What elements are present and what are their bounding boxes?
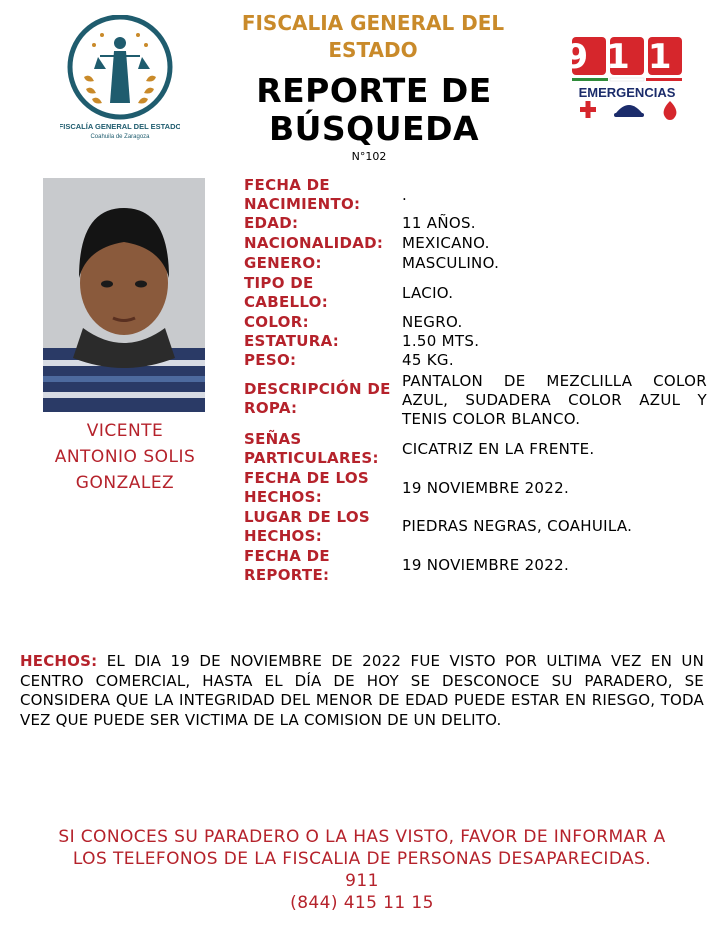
value-peso: 45 KG. <box>402 351 454 369</box>
contact-call-to-action <box>20 826 704 914</box>
report-number: N°102 <box>351 150 387 163</box>
name-line-2: ANTONIO SOLIS <box>54 447 196 467</box>
label-peso: PESO: <box>244 351 297 369</box>
cta-phone-number: (844) 415 11 15 <box>290 893 434 913</box>
fiscalia-logo <box>60 15 180 145</box>
value-genero: MASCULINO. <box>402 254 500 272</box>
label-senas-particulares: SEÑAS PARTICULARES: <box>244 430 379 467</box>
hechos-text: EL DIA 19 DE NOVIEMBRE DE 2022 FUE VISTO POR ULTIMA VEZ EN UN CENTRO COMERCIAL, HASTA EL DÍA DE HOY SE DESCONOCE SU PARADERO, SE CONSIDERA QUE LA INTEGRIDAD DEL MENOR DE EDAD PUEDE ESTAR EN RIESGO, TODA VEZ QUE PUEDE SER VICTIMA DE LA COMISION DE UN DELITO. <box>20 652 704 729</box>
logo-911-digits: 911 <box>570 37 688 77</box>
label-descripcion-ropa: DESCRIPCIÓN DE ROPA: <box>244 380 391 417</box>
hechos-label: HECHOS: <box>20 652 98 670</box>
missing-person-photo <box>43 178 205 412</box>
label-genero: GENERO: <box>244 254 322 272</box>
fiscalia-logo-subtitle: Coahuila de Zaragoza <box>90 134 150 140</box>
value-fecha-hechos: 19 NOVIEMBRE 2022. <box>402 479 570 497</box>
value-nacionalidad: MEXICANO. <box>402 234 490 252</box>
value-senas-particulares: CICATRIZ EN LA FRENTE. <box>402 440 595 458</box>
label-fecha-nacimiento: FECHA DE NACIMIENTO: <box>244 176 361 213</box>
police-cap-icon <box>614 105 644 117</box>
label-tipo-cabello: TIPO DE CABELLO: <box>244 274 329 311</box>
cta-phone-911: 911 <box>345 871 379 891</box>
cta-line-1: SI CONOCES SU PARADERO O LA HAS VISTO, FAVOR DE INFORMAR A <box>58 827 666 847</box>
value-color: NEGRO. <box>402 313 463 331</box>
label-fecha-hechos: FECHA DE LOS HECHOS: <box>244 469 369 506</box>
cta-line-2: LOS TELEFONOS DE LA FISCALIA DE PERSONAS DESAPARECIDAS. <box>72 849 652 869</box>
medical-cross-icon <box>580 101 596 118</box>
value-estatura: 1.50 MTS. <box>402 332 480 350</box>
value-fecha-reporte: 19 NOVIEMBRE 2022. <box>402 556 570 574</box>
value-edad: 11 AÑOS. <box>402 214 476 232</box>
missing-person-name <box>20 418 230 496</box>
value-lugar-hechos: PIEDRAS NEGRAS, COAHUILA. <box>402 517 633 535</box>
value-fecha-nacimiento: . <box>402 186 408 204</box>
logo-911-label: EMERGENCIAS <box>578 85 676 100</box>
value-descripcion-ropa: PANTALON DE MEZCLILLA COLOR AZUL, SUDADERA COLOR AZUL Y TENIS COLOR BLANCO. <box>402 372 707 428</box>
label-nacionalidad: NACIONALIDAD: <box>244 234 384 252</box>
hechos-paragraph <box>20 652 704 730</box>
emergency-911-logo <box>570 35 688 130</box>
page-title: REPORTE DE BÚSQUEDA <box>256 71 492 148</box>
agency-name: FISCALIA GENERAL DEL ESTADO <box>241 11 505 62</box>
name-line-1: VICENTE <box>86 421 164 441</box>
fire-icon <box>664 101 677 120</box>
label-fecha-reporte: FECHA DE REPORTE: <box>244 547 330 584</box>
label-color: COLOR: <box>244 313 309 331</box>
label-estatura: ESTATURA: <box>244 332 340 350</box>
label-edad: EDAD: <box>244 214 299 232</box>
label-lugar-hechos: LUGAR DE LOS HECHOS: <box>244 508 370 545</box>
fiscalia-logo-name: FISCALÍA GENERAL DEL ESTADO <box>60 122 180 131</box>
value-tipo-cabello: LACIO. <box>402 284 454 302</box>
name-line-3: GONZALEZ <box>75 473 175 493</box>
